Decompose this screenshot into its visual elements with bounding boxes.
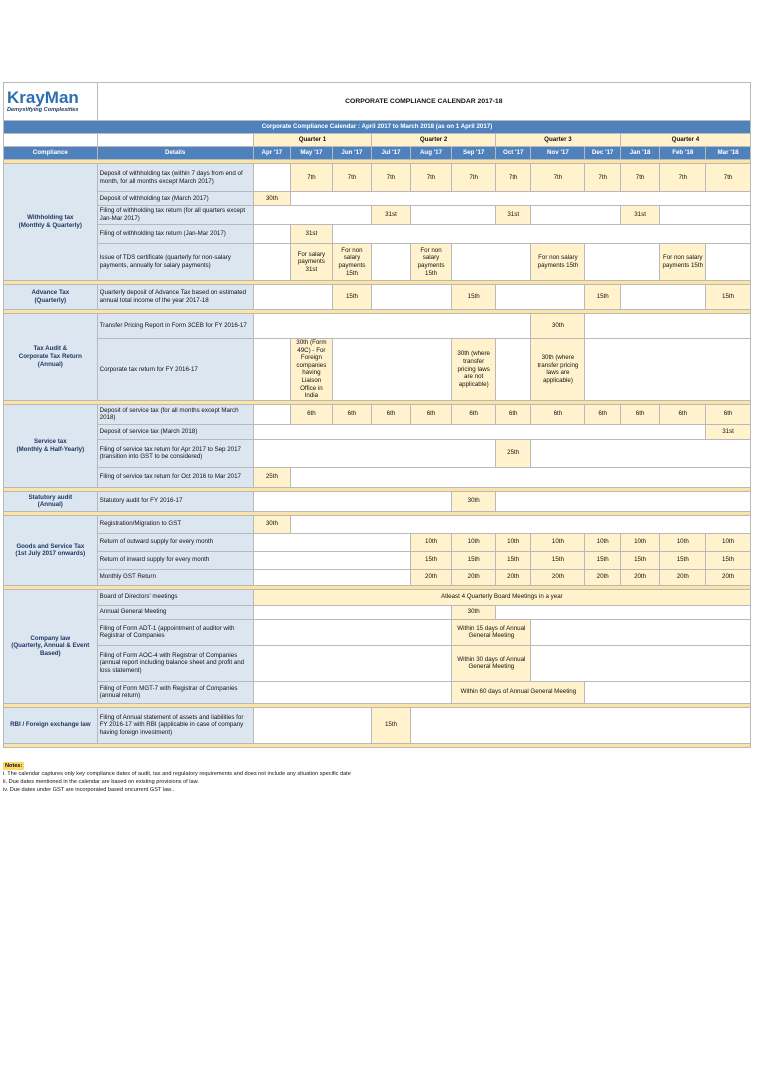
logo-name: KrayMan: [7, 88, 79, 107]
due-date-cell: 30th (where transfer pricing laws are not applicable): [452, 339, 496, 401]
due-date-cell: 6th: [410, 404, 452, 424]
due-date-cell: 30th (where transfer pricing laws are applicable): [531, 339, 585, 401]
due-date-cell: 6th: [620, 404, 660, 424]
empty-cell: [253, 619, 452, 645]
compliance-category: Service tax (Monthly & Half-Yearly): [4, 404, 98, 487]
empty-cell: [253, 314, 531, 339]
due-date-cell: 7th: [372, 164, 410, 192]
empty-cell: [372, 285, 452, 310]
due-date-cell: 20th: [452, 569, 496, 585]
due-date-cell: 20th: [660, 569, 706, 585]
table-row: [4, 515, 751, 533]
empty-cell: [332, 225, 750, 244]
note-item: iv. Due dates under GST are incorporated based oncurrent GST law..: [3, 787, 175, 793]
logo: [4, 83, 98, 121]
due-date-cell: 7th: [531, 164, 585, 192]
empty-cell: [585, 244, 660, 281]
month-header: Aug '17: [410, 147, 452, 160]
due-date-cell: For salary payments 31st: [291, 244, 333, 281]
compliance-detail: Filing of service tax return for Apr 2017 to Sep 2017 (transition into GST to be considered): [97, 439, 253, 467]
empty-cell: [253, 244, 290, 281]
empty-cell: [253, 605, 452, 619]
due-date-cell: 15th: [620, 551, 660, 569]
empty-cell: [585, 314, 751, 339]
due-date-cell: 31st: [620, 206, 660, 225]
compliance-detail: Corporate tax return for FY 2016-17: [97, 339, 253, 401]
due-date-cell: 7th: [585, 164, 620, 192]
due-date-cell: For non salary payments 15th: [531, 244, 585, 281]
empty-cell: [410, 707, 750, 743]
due-date-cell: 20th: [410, 569, 452, 585]
compliance-detail: Return of inward supply for every month: [97, 551, 253, 569]
compliance-detail: Deposit of withholding tax (March 2017): [97, 192, 253, 206]
empty-cell: [291, 515, 751, 533]
compliance-detail: Filing of Form MGT-7 with Registrar of Companies (annual return): [97, 681, 253, 703]
due-date-cell: Atleast 4 Quarterly Board Meetings in a year: [253, 589, 750, 605]
month-header: Apr '17: [253, 147, 290, 160]
month-header: Mar '18: [706, 147, 751, 160]
compliance-detail: Statutory audit for FY 2016-17: [97, 491, 253, 511]
table-row: [4, 681, 751, 703]
table-row: [4, 467, 751, 487]
due-date-cell: 25th: [253, 467, 290, 487]
empty-cell: [253, 707, 372, 743]
due-date-cell: 10th: [496, 533, 531, 551]
compliance-detail: Filing of Form AOC-4 with Registrar of Companies (annual report including balance sheet and profit and loss statement): [97, 645, 253, 681]
compliance-category: Advance Tax (Quarterly): [4, 285, 98, 310]
empty-cell: [660, 206, 751, 225]
table-row: [4, 164, 751, 192]
due-date-cell: 20th: [620, 569, 660, 585]
due-date-cell: 10th: [660, 533, 706, 551]
empty-cell: [531, 619, 751, 645]
empty-cell: [410, 206, 495, 225]
table-row: [4, 244, 751, 281]
empty-cell: [496, 339, 531, 401]
compliance-category: Withholding tax (Monthly & Quarterly): [4, 164, 98, 281]
empty-cell: [291, 467, 751, 487]
due-date-cell: 15th: [531, 551, 585, 569]
empty-cell: [253, 285, 332, 310]
table-row: [4, 533, 751, 551]
empty-cell: [496, 285, 585, 310]
due-date-cell: 30th: [253, 192, 290, 206]
due-date-cell: 15th: [585, 285, 620, 310]
calendar-subtitle: Corporate Compliance Calendar : April 2017 to March 2018 (as on 1 April 2017): [4, 121, 751, 134]
quarter-1: Quarter 1: [253, 134, 372, 147]
table-row: [4, 491, 751, 511]
table-row: [4, 707, 751, 743]
empty-cell: [253, 225, 290, 244]
due-date-cell: 10th: [620, 533, 660, 551]
empty-cell: [496, 605, 751, 619]
empty-cell: [496, 491, 751, 511]
due-date-cell: 15th: [496, 551, 531, 569]
due-date-cell: 20th: [706, 569, 751, 585]
due-date-cell: 7th: [291, 164, 333, 192]
table-row: [4, 589, 751, 605]
empty-cell: [531, 206, 620, 225]
quarter-4: Quarter 4: [620, 134, 750, 147]
empty-cell: [372, 244, 410, 281]
empty-cell: [253, 164, 290, 192]
empty-cell: [531, 645, 751, 681]
due-date-cell: 6th: [332, 404, 372, 424]
quarter-3: Quarter 3: [496, 134, 621, 147]
due-date-cell: 6th: [706, 404, 751, 424]
due-date-cell: 7th: [660, 164, 706, 192]
compliance-category: Tax Audit & Corporate Tax Return (Annual): [4, 314, 98, 401]
compliance-detail: Deposit of service tax (March 2018): [97, 424, 253, 439]
logo-tagline: Demystifying Complexities: [7, 107, 79, 113]
notes: [3, 762, 751, 794]
due-date-cell: 30th: [531, 314, 585, 339]
due-date-cell: 6th: [496, 404, 531, 424]
due-date-cell: 30th: [452, 605, 496, 619]
empty-cell: [585, 681, 751, 703]
due-date-cell: 10th: [706, 533, 751, 551]
empty-cell: [253, 533, 410, 551]
compliance-detail: Quarterly deposit of Advance Tax based on estimated annual total income of the year 2017-18: [97, 285, 253, 310]
month-header: Sep '17: [452, 147, 496, 160]
due-date-cell: 20th: [585, 569, 620, 585]
empty-cell: [253, 206, 372, 225]
due-date-cell: 15th: [706, 551, 751, 569]
month-header: Nov '17: [531, 147, 585, 160]
table-row: [4, 206, 751, 225]
due-date-cell: 10th: [410, 533, 452, 551]
table-row: [4, 619, 751, 645]
due-date-cell: 31st: [291, 225, 333, 244]
compliance-category: Goods and Service Tax (1st July 2017 onwards): [4, 515, 98, 585]
empty-cell: [706, 244, 751, 281]
details-header: Details: [97, 147, 253, 160]
due-date-cell: 6th: [291, 404, 333, 424]
table-row: [4, 285, 751, 310]
due-date-cell: 31st: [372, 206, 410, 225]
compliance-detail: Transfer Pricing Report in Form 3CEB for FY 2016-17: [97, 314, 253, 339]
table-row: [4, 314, 751, 339]
compliance-category: RBI / Foreign exchange law: [4, 707, 98, 743]
due-date-cell: 25th: [496, 439, 531, 467]
compliance-detail: Deposit of withholding tax (within 7 days from end of month, for all months except March 2017): [97, 164, 253, 192]
due-date-cell: 6th: [531, 404, 585, 424]
empty-cell: [620, 285, 705, 310]
due-date-cell: 15th: [706, 285, 751, 310]
empty-cell: [253, 424, 705, 439]
empty-cell: [253, 439, 495, 467]
due-date-cell: 15th: [372, 707, 410, 743]
compliance-category: Company law (Quarterly, Annual & Event Based): [4, 589, 98, 703]
month-header: Feb '18: [660, 147, 706, 160]
table-row: [4, 551, 751, 569]
compliance-detail: Issue of TDS certificate (quarterly for non-salary payments, annually for salary payments): [97, 244, 253, 281]
due-date-cell: 30th: [253, 515, 290, 533]
due-date-cell: 10th: [531, 533, 585, 551]
table-row: [4, 404, 751, 424]
month-header: Jul '17: [372, 147, 410, 160]
due-date-cell: 7th: [706, 164, 751, 192]
compliance-detail: Monthly GST Return: [97, 569, 253, 585]
note-item: ii. Due dates mentioned in the calendar are based on existing provisions of law.: [3, 779, 199, 785]
due-date-cell: Within 15 days of Annual General Meeting: [452, 619, 531, 645]
table-row: [4, 192, 751, 206]
due-date-cell: 30th (Form 49C) - For Foreign companies having Liaison Office in India: [291, 339, 333, 401]
table-row: [4, 439, 751, 467]
due-date-cell: For non salary payments 15th: [332, 244, 372, 281]
compliance-detail: Filing of service tax return for Oct 2016 to Mar 2017: [97, 467, 253, 487]
due-date-cell: 6th: [660, 404, 706, 424]
table-row: [4, 569, 751, 585]
table-row: [4, 225, 751, 244]
due-date-cell: 15th: [410, 551, 452, 569]
month-header: Jan '18: [620, 147, 660, 160]
due-date-cell: Within 60 days of Annual General Meeting: [452, 681, 585, 703]
note-item: i. The calendar captures only key compliance dates of audit, tax and regulatory requirements and does not include any situation specific date: [3, 771, 351, 777]
empty-cell: [253, 645, 452, 681]
empty-cell: [291, 192, 751, 206]
due-date-cell: 7th: [410, 164, 452, 192]
due-date-cell: 15th: [585, 551, 620, 569]
due-date-cell: 15th: [452, 285, 496, 310]
compliance-detail: Filing of withholding tax return (Jan-Mar 2017): [97, 225, 253, 244]
due-date-cell: 31st: [706, 424, 751, 439]
empty-cell: [253, 339, 290, 401]
due-date-cell: 6th: [585, 404, 620, 424]
due-date-cell: 10th: [585, 533, 620, 551]
due-date-cell: 6th: [452, 404, 496, 424]
due-date-cell: 7th: [452, 164, 496, 192]
empty-cell: [253, 404, 290, 424]
empty-cell: [253, 551, 410, 569]
due-date-cell: 15th: [332, 285, 372, 310]
notes-heading: Notes:: [5, 763, 23, 769]
month-header: Dec '17: [585, 147, 620, 160]
compliance-category: Statutory audit (Annual): [4, 491, 98, 511]
table-row: [4, 645, 751, 681]
due-date-cell: 30th: [452, 491, 496, 511]
page-title: CORPORATE COMPLIANCE CALENDAR 2017-18: [97, 83, 750, 121]
empty-cell: [332, 339, 452, 401]
compliance-detail: Registration/Migration to GST: [97, 515, 253, 533]
due-date-cell: 7th: [332, 164, 372, 192]
due-date-cell: 31st: [496, 206, 531, 225]
empty-cell: [585, 339, 751, 401]
due-date-cell: 15th: [452, 551, 496, 569]
table-row: [4, 424, 751, 439]
compliance-detail: Annual General Meeting: [97, 605, 253, 619]
quarter-2: Quarter 2: [372, 134, 496, 147]
compliance-header: Compliance: [4, 147, 98, 160]
compliance-calendar: [3, 82, 751, 748]
table-row: [4, 339, 751, 401]
month-header: May '17: [291, 147, 333, 160]
empty-cell: [253, 491, 452, 511]
compliance-detail: Filing of withholding tax return (for all quarters except Jan-Mar 2017): [97, 206, 253, 225]
compliance-detail: Board of Directors' meetings: [97, 589, 253, 605]
empty-cell: [531, 439, 751, 467]
due-date-cell: 10th: [452, 533, 496, 551]
table-row: [4, 605, 751, 619]
due-date-cell: For non salary payments 15th: [410, 244, 452, 281]
empty-cell: [253, 569, 410, 585]
due-date-cell: 20th: [496, 569, 531, 585]
due-date-cell: 7th: [620, 164, 660, 192]
calendar-table: [3, 82, 751, 748]
empty-cell: [253, 681, 452, 703]
compliance-detail: Filing of Annual statement of assets and liabilities for FY 2016-17 with RBI (applicable in case of company having foreign investment): [97, 707, 253, 743]
compliance-detail: Deposit of service tax (for all months except March 2018): [97, 404, 253, 424]
due-date-cell: 20th: [531, 569, 585, 585]
due-date-cell: Within 30 days of Annual General Meeting: [452, 645, 531, 681]
compliance-detail: Return of outward supply for every month: [97, 533, 253, 551]
month-header: Jun '17: [332, 147, 372, 160]
compliance-detail: Filing of Form ADT-1 (appointment of auditor with Registrar of Companies: [97, 619, 253, 645]
empty-cell: [452, 244, 531, 281]
due-date-cell: 6th: [372, 404, 410, 424]
due-date-cell: 7th: [496, 164, 531, 192]
due-date-cell: 15th: [660, 551, 706, 569]
month-header: Oct '17: [496, 147, 531, 160]
due-date-cell: For non salary payments 15th: [660, 244, 706, 281]
